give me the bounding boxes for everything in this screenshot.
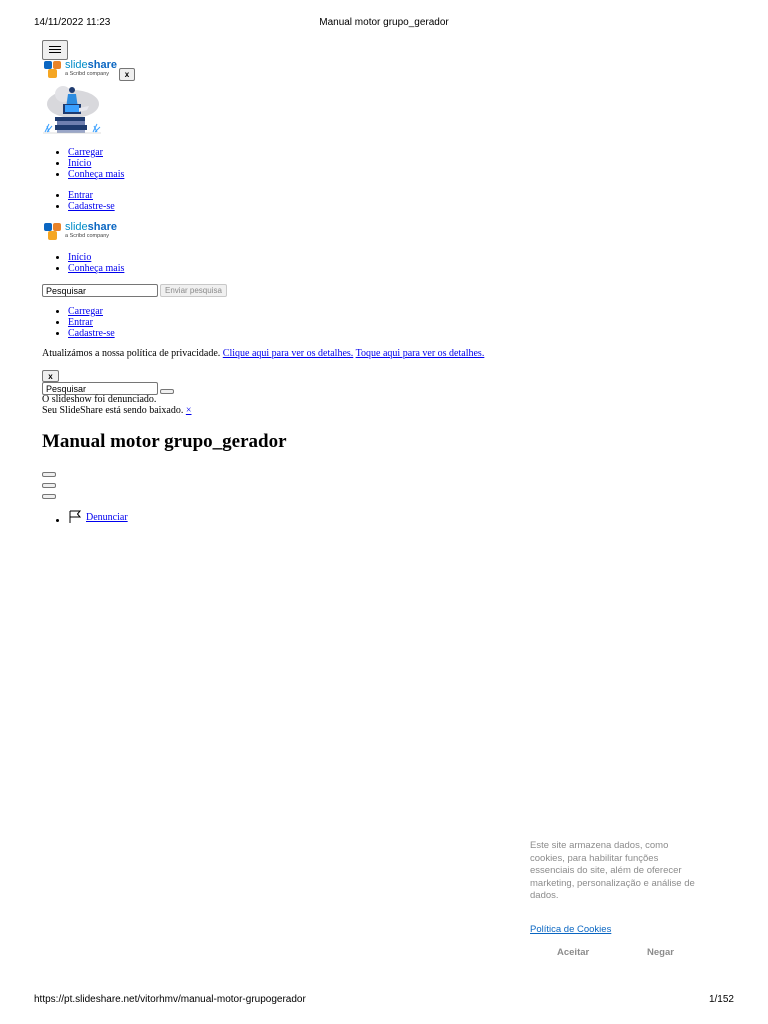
modal-close-button[interactable]: x xyxy=(42,370,59,382)
print-doc-title: Manual motor grupo_gerador xyxy=(319,17,449,28)
tertiary-nav xyxy=(42,306,115,339)
logo-wordmark: slideshare xyxy=(65,221,117,233)
nav-link-inicio[interactable]: Início xyxy=(68,158,92,169)
print-url: https://pt.slideshare.net/vitorhmv/manual-motor-grupogerador xyxy=(34,994,306,1005)
privacy-details-touch-link[interactable]: Toque aqui para ver os detalhes. xyxy=(355,348,485,359)
primary-nav xyxy=(42,147,124,180)
nav-item xyxy=(68,158,124,169)
nav-link-conheca-mais[interactable]: Conheça mais xyxy=(68,169,125,180)
cookie-policy-link[interactable]: Política de Cookies xyxy=(530,924,612,935)
slideshare-logo-secondary[interactable] xyxy=(44,222,117,240)
nav-link-carregar[interactable]: Carregar xyxy=(68,147,103,158)
nav-item xyxy=(68,317,115,328)
nav-item xyxy=(68,263,124,274)
print-footer xyxy=(0,994,768,1008)
nav-item xyxy=(68,190,115,201)
download-dismiss-link[interactable]: × xyxy=(185,405,192,416)
cookie-banner-text: Este site armazena dados, como cookies, para habilitar funções essenciais do site, além de oferecer marketing, personalização e análise de dados. xyxy=(530,840,695,901)
secondary-nav xyxy=(42,252,124,274)
logo-wordmark: slideshare xyxy=(65,59,117,71)
nav-link-cadastre-se[interactable]: Cadastre-se xyxy=(68,201,115,212)
cookie-deny-button[interactable]: Negar xyxy=(647,947,674,958)
logo-popup-close-button[interactable]: x xyxy=(119,68,135,81)
slideshare-logo-icon xyxy=(44,60,62,78)
hamburger-icon xyxy=(49,46,61,54)
auth-nav xyxy=(42,190,115,212)
nav-link-entrar[interactable]: Entrar xyxy=(68,190,93,201)
person-laptop-books-illustration xyxy=(43,84,101,136)
nav-item xyxy=(68,252,124,263)
print-page-number: 1/152 xyxy=(708,994,734,1005)
page-title: Manual motor grupo_gerador xyxy=(42,431,287,452)
search-input[interactable] xyxy=(42,284,158,297)
privacy-notice-text: Atualizámos a nossa política de privacidade. xyxy=(42,348,221,359)
nav-link-cadastre-se-2[interactable]: Cadastre-se xyxy=(68,328,115,339)
slideshow-control-button[interactable] xyxy=(42,472,56,477)
nav-link-entrar-2[interactable]: Entrar xyxy=(68,317,93,328)
nav-link-inicio-2[interactable]: Início xyxy=(68,252,92,263)
print-datetime: 14/11/2022 11:23 xyxy=(34,17,111,28)
slideshare-logo-icon xyxy=(44,222,62,240)
cookie-accept-button[interactable]: Aceitar xyxy=(557,947,590,958)
flag-icon xyxy=(68,510,83,523)
nav-item xyxy=(68,147,124,158)
report-list xyxy=(42,510,128,526)
download-message-text: Seu SlideShare está sendo baixado. xyxy=(42,405,184,416)
logo-subtitle: a Scribd company xyxy=(65,233,110,239)
report-link[interactable] xyxy=(68,510,128,523)
privacy-notice xyxy=(42,348,742,359)
print-header xyxy=(0,17,768,31)
nav-item xyxy=(68,201,115,212)
privacy-details-click-link[interactable]: Clique aqui para ver os detalhes. xyxy=(222,348,354,359)
nav-item xyxy=(68,169,124,180)
download-message xyxy=(42,405,192,416)
slideshow-control-button[interactable] xyxy=(42,494,56,499)
modal-search-submit-button[interactable] xyxy=(160,389,174,394)
reported-message: O slideshow foi denunciado. xyxy=(42,394,157,405)
menu-button[interactable] xyxy=(42,40,68,60)
nav-link-carregar-2[interactable]: Carregar xyxy=(68,306,103,317)
nav-link-conheca-mais-2[interactable]: Conheça mais xyxy=(68,263,125,274)
nav-item xyxy=(68,306,115,317)
report-link-label: • Denunciar xyxy=(86,512,128,523)
logo-subtitle: a Scribd company xyxy=(65,71,110,77)
nav-item xyxy=(68,328,115,339)
search-submit-button[interactable]: Enviar pesquisa xyxy=(160,284,227,297)
slideshare-logo[interactable] xyxy=(44,60,117,78)
report-item xyxy=(68,510,128,526)
slideshow-control-button[interactable] xyxy=(42,483,56,488)
